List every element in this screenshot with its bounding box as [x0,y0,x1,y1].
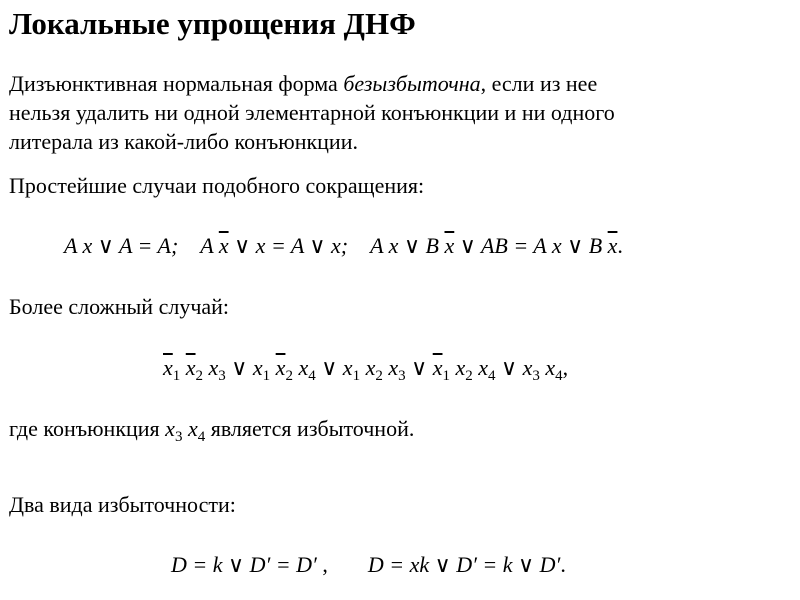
definition-term: безызбыточна [343,71,481,96]
definition-line-1 [9,69,597,98]
two-types-heading: Два вида избыточности: [9,492,236,517]
formula-complex-case: $\overline{x}_1$ $\overline{x}_2$ $x_3$ ∨ $x_1$ $\overline{x}_2$ $x_4$ ∨ $x_1$ $x_2$ $x_3$ ∨ $\overline{x}_1$ $x_2$ $x_4$ ∨ $x_3$ $x_4$, [163,355,569,384]
formula-simple-cases: A x ∨ A = A; A $\overline{x}$ ∨ x = A ∨ x; A x ∨ B $\overline{x}$ ∨ AB = A x ∨ B $\overline{x}$. [64,233,623,258]
formula-two-types: D = k ∨ D′ = D′ , D = xk ∨ D′ = k ∨ D′. [171,552,566,577]
definition-line-3: литерала из какой-либо конъюнкции. [9,129,358,154]
definition-line-2: нельзя удалить ни одной элементарной конъюнкции и ни одного [9,100,615,125]
definition-text-b: , если из нее [480,71,598,96]
complex-case-heading: Более сложный случай: [9,294,230,319]
simple-cases-heading: Простейшие случаи подобного сокращения: [9,173,425,198]
redundant-conjunction: $x_3$ $x_4$ [165,416,206,445]
slide-title: Локальные упрощения ДНФ [9,6,416,41]
redundant-conjunction-line [9,414,414,443]
redundant-suffix: является избыточной. [205,416,415,441]
redundant-prefix: где конъюнкция [9,416,166,441]
definition-text-a: Дизъюнктивная нормальная форма [9,71,344,96]
